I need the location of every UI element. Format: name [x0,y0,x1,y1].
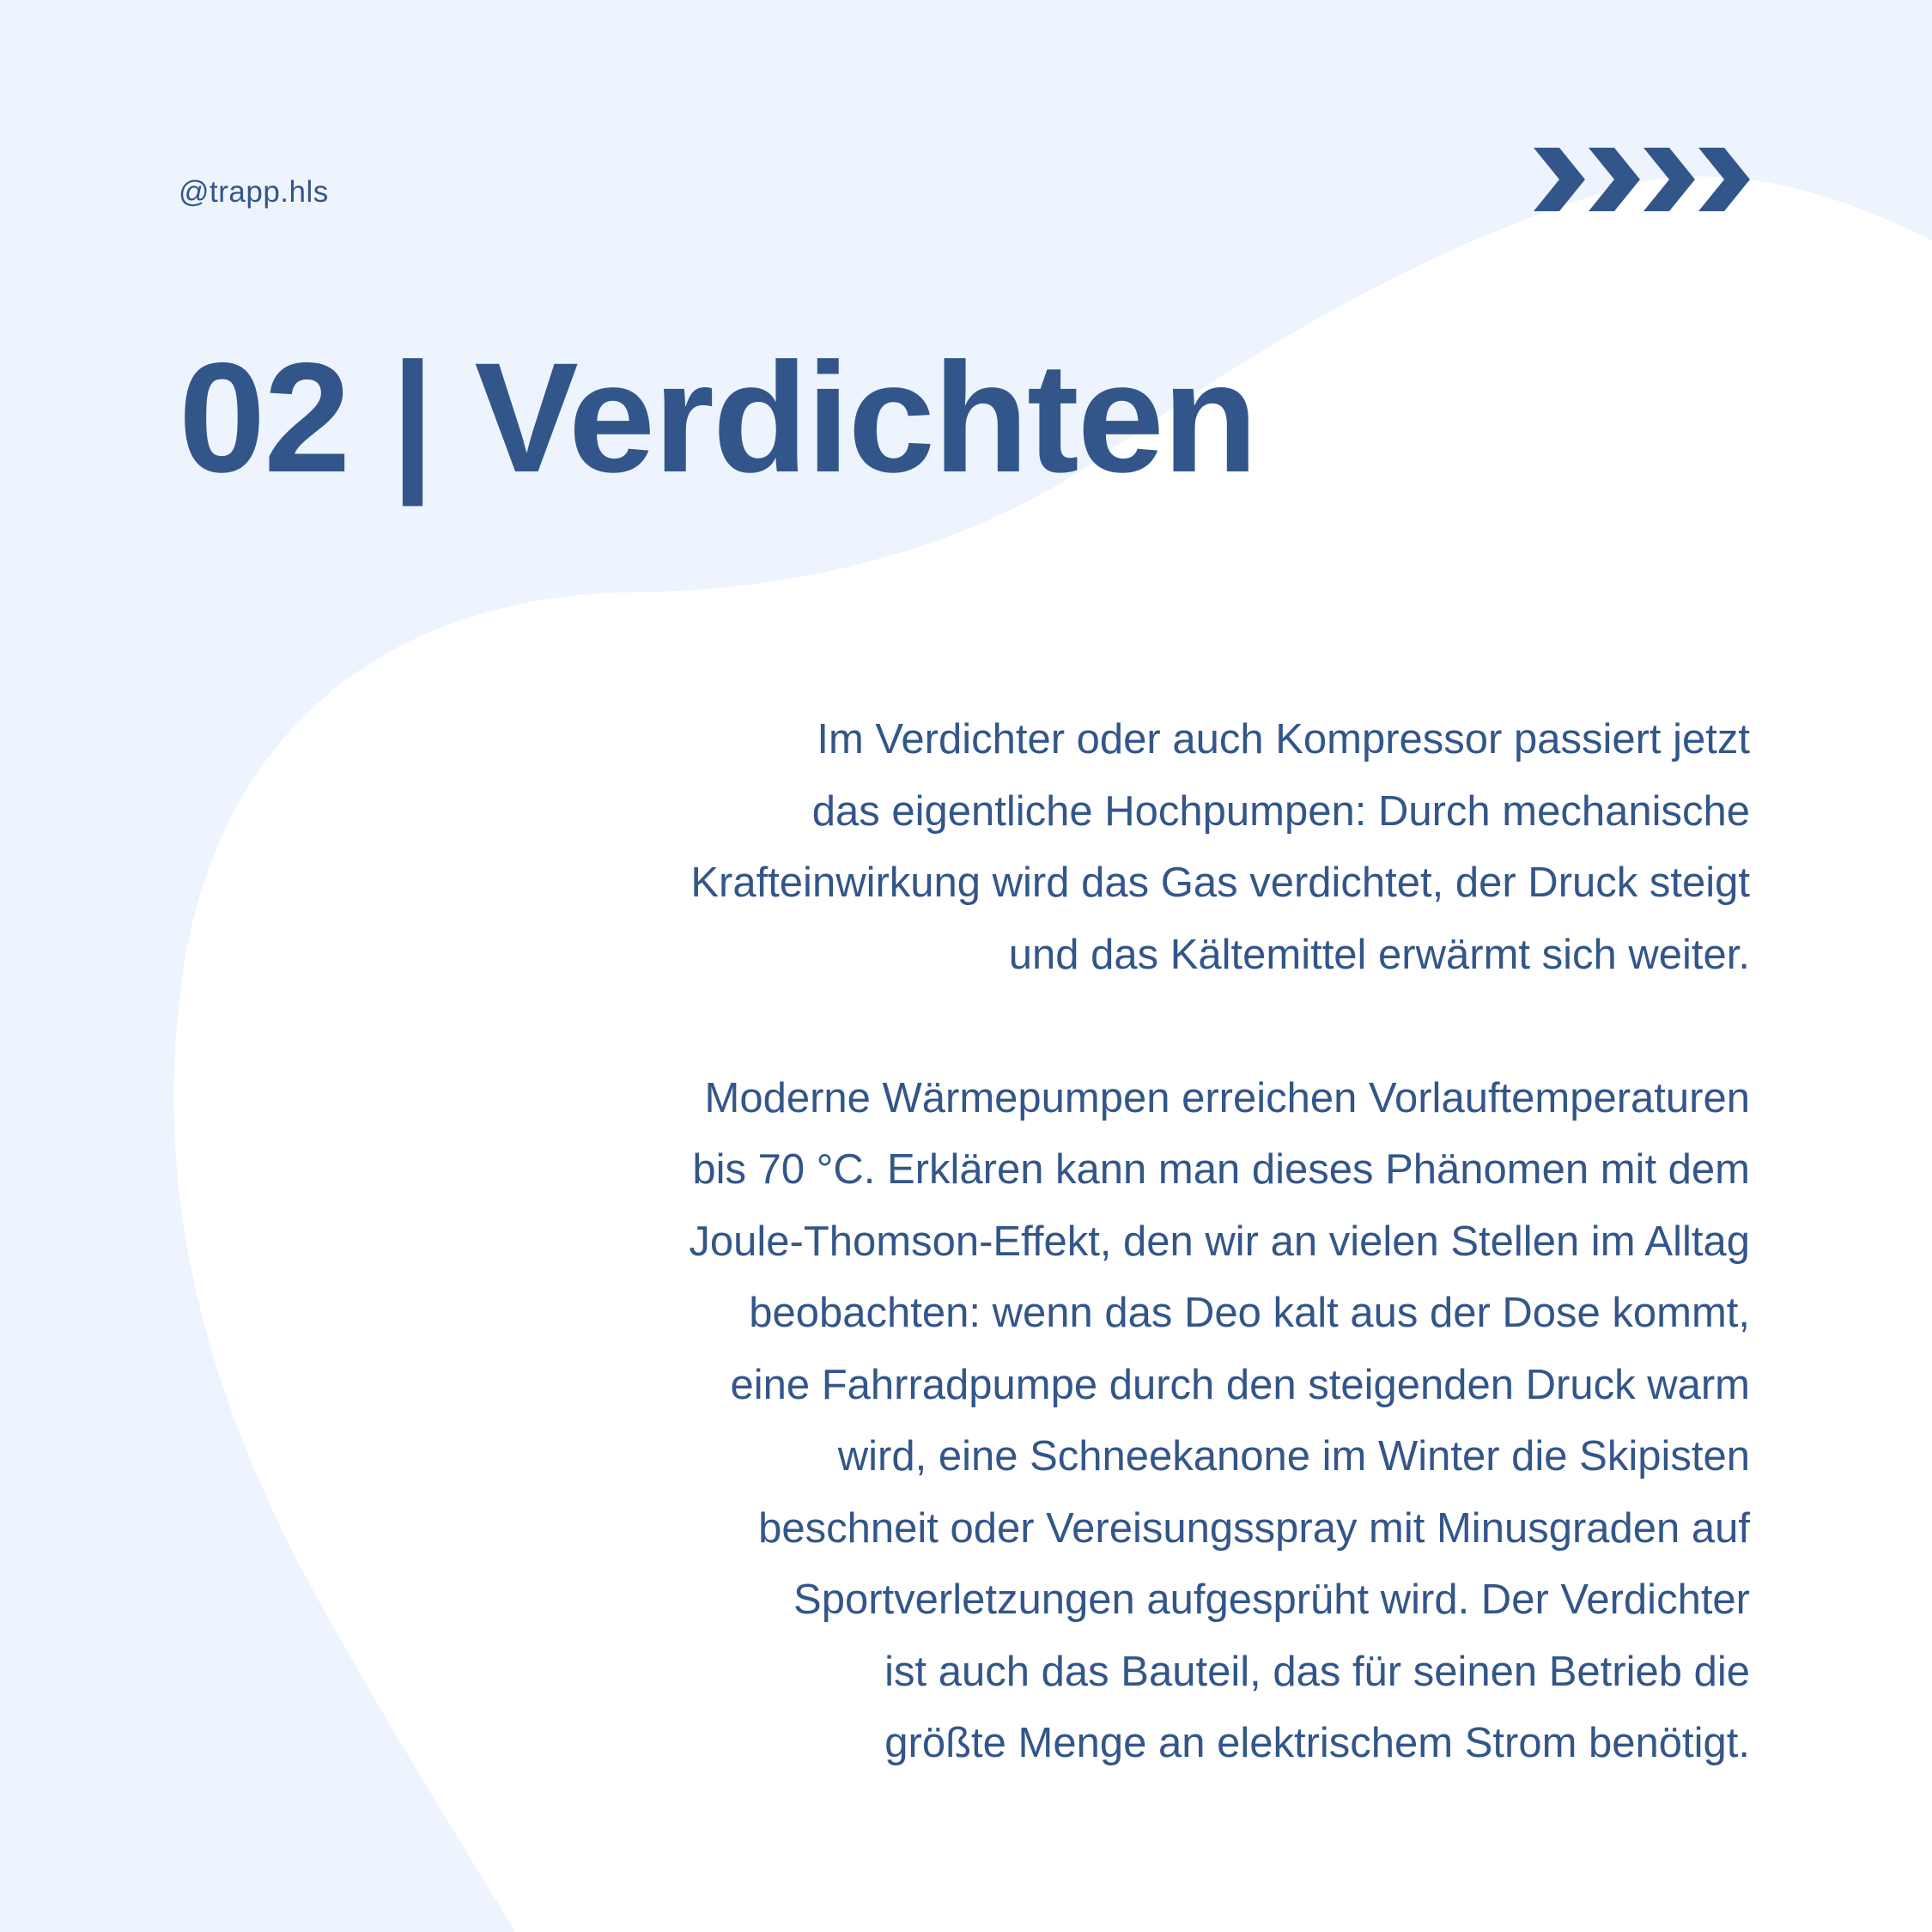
chevron-right-icon [1534,148,1755,211]
text-line: beobachten: wenn das Deo kalt aus der Dose kommt, [749,1290,1750,1336]
page-title: 02 | Verdichten [179,330,1257,505]
text-line: Sportverletzungen aufgesprüht wird. Der Verdichter [793,1577,1750,1623]
paragraph-joule-thomson [419,1063,1750,1780]
text-line: Im Verdichter oder auch Kompressor passiert jetzt [817,716,1750,762]
text-line: ist auch das Bauteil, das für seinen Betrieb die [884,1648,1750,1695]
body-text [419,704,1750,1780]
text-line: das eigentliche Hochpumpen: Durch mechanische [811,787,1750,835]
text-line: Joule-Thomson-Effekt, den wir an vielen Stellen im Alltag [689,1218,1750,1265]
text-line: größte Menge an elektrischem Strom benötigt. [884,1720,1750,1766]
paragraph-compressor [419,704,1750,991]
text-line: wird, eine Schneekanone im Winter die Skipisten [837,1433,1750,1479]
text-line: bis 70 °C. Erklären kann man dieses Phänomen mit dem [692,1146,1750,1193]
text-line: eine Fahrradpumpe durch den steigenden Druck warm [730,1361,1750,1408]
text-line: Krafteinwirkung wird das Gas verdichtet, der Druck steigt [690,860,1750,906]
text-line: beschneit oder Vereisungsspray mit Minusgraden auf [758,1504,1750,1552]
text-line: und das Kältemittel erwärmt sich weiter. [1008,931,1750,978]
text-line: Moderne Wärmepumpen erreichen Vorlauftemperaturen [704,1074,1750,1121]
social-handle: @trapp.hls [179,175,329,209]
